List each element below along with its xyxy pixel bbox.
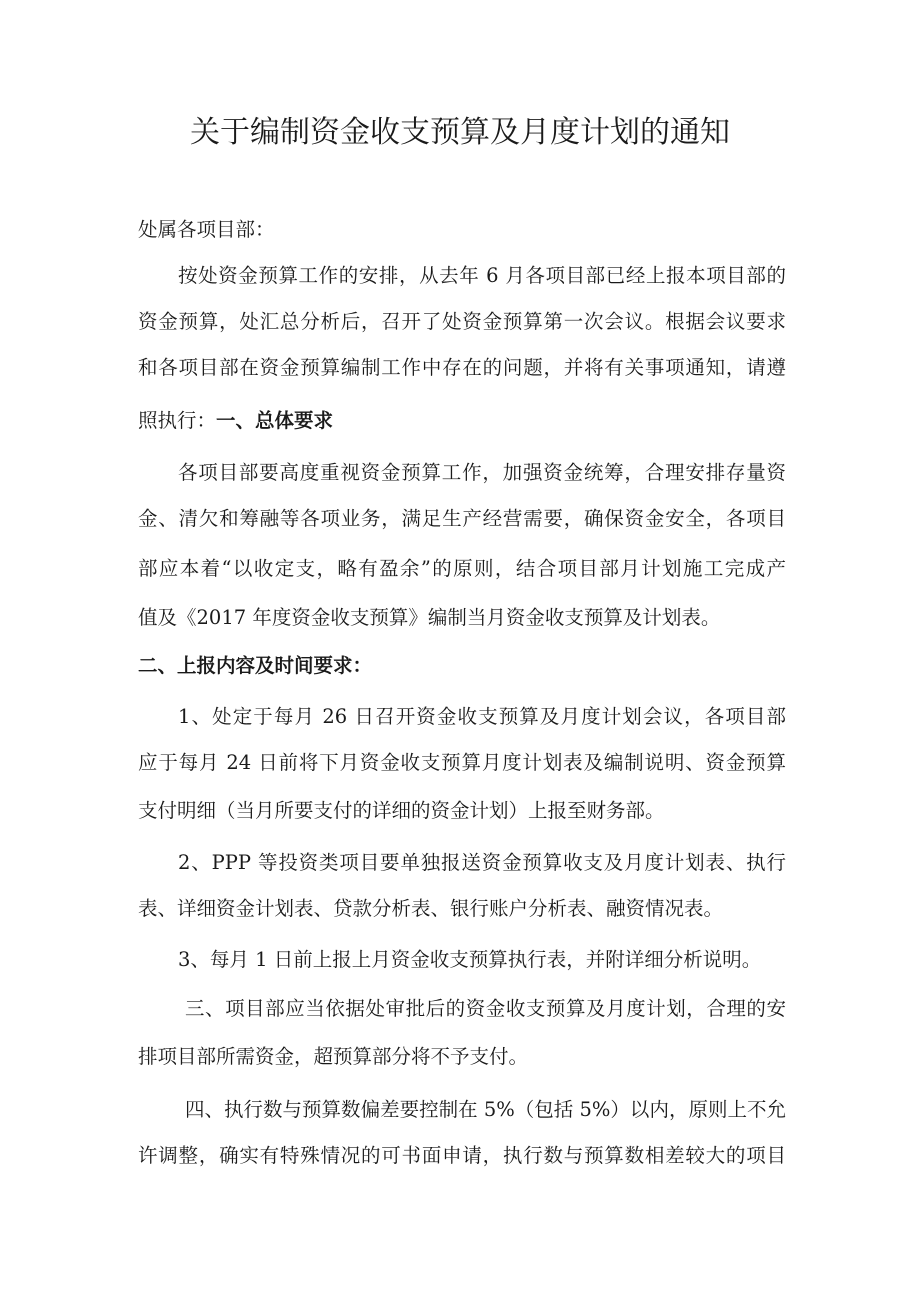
section-4-line-2: 许调整，确实有特殊情况的可书面申请，执行数与预算数相差较大的项目 <box>138 1144 786 1167</box>
section-2-heading: 二、上报内容及时间要求： <box>138 654 373 677</box>
section-4-line-1: 四、执行数与预算数偏差要控制在 5%（包括 5%）以内，原则上不允 <box>185 1098 786 1121</box>
section-3-line-2: 排项目部所需资金，超预算部分将不予支付。 <box>138 1045 529 1068</box>
intro-line-4 <box>138 407 333 435</box>
section-1-line-1: 各项目部要高度重视资金预算工作，加强资金统筹，合理安排存量资 <box>178 461 786 484</box>
section-2-item-2-line-2: 表、详细资金计划表、贷款分析表、银行账户分析表、融资情况表。 <box>138 897 724 920</box>
intro-line-3: 和各项目部在资金预算编制工作中存在的问题，并将有关事项通知，请遵 <box>138 356 786 379</box>
section-1-heading: 一、总体要求 <box>216 409 334 432</box>
section-2-item-1-line-2: 应于每月 24 日前将下月资金收支预算月度计划表及编制说明、资金预算 <box>138 751 786 774</box>
section-1-line-4: 值及《2017 年度资金收支预算》编制当月资金收支预算及计划表。 <box>138 606 721 629</box>
intro-line-2: 资金预算，处汇总分析后，召开了处资金预算第一次会议。根据会议要求 <box>138 310 786 333</box>
section-2-item-1-line-3: 支付明细（当月所要支付的详细的资金计划）上报至财务部。 <box>138 799 665 822</box>
section-1-line-2: 金、清欠和筹融等各项业务，满足生产经营需要，确保资金安全，各项目 <box>138 507 786 530</box>
section-3-line-1: 三、项目部应当依据处审批后的资金收支预算及月度计划，合理的安 <box>185 997 786 1020</box>
document-title: 关于编制资金收支预算及月度计划的通知 <box>190 115 730 150</box>
section-2-item-1-line-1: 1、处定于每月 26 日召开资金收支预算及月度计划会议，各项目部 <box>178 705 786 728</box>
section-2-item-3-line-1: 3、每月 1 日前上报上月资金收支预算执行表，并附详细分析说明。 <box>178 948 762 971</box>
intro-line-4-prefix: 照执行： <box>138 409 217 432</box>
salutation: 处属各项目部： <box>138 218 275 241</box>
intro-line-1: 按处资金预算工作的安排，从去年 6 月各项目部已经上报本项目部的 <box>178 264 786 287</box>
section-1-line-3: 部应本着“以收定支，略有盈余”的原则，结合项目部月计划施工完成产 <box>138 557 786 580</box>
section-2-item-2-line-1: 2、PPP 等投资类项目要单独报送资金预算收支及月度计划表、执行 <box>178 851 786 874</box>
